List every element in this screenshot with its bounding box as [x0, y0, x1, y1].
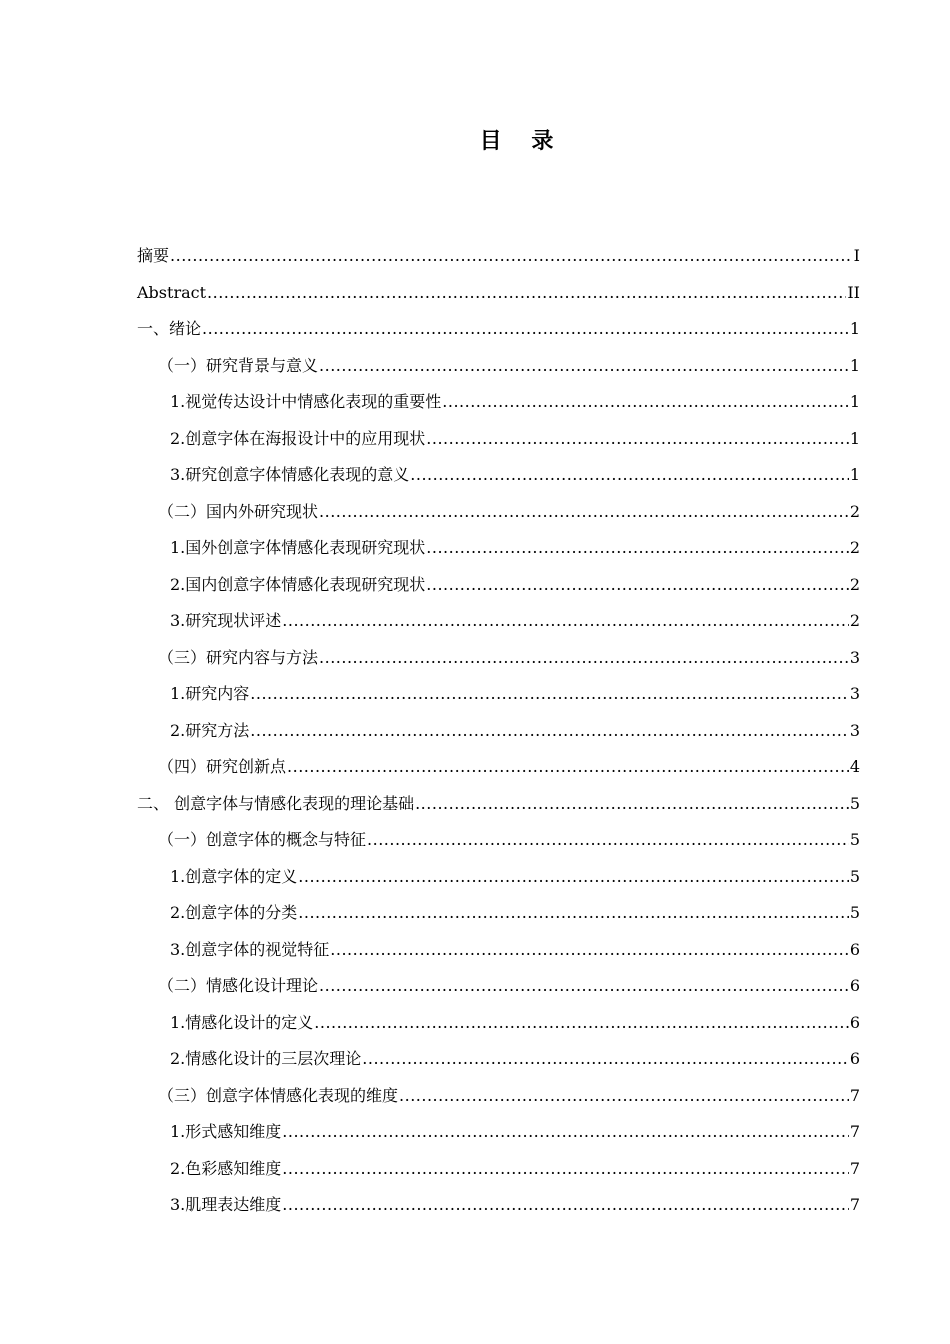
- toc-page-number: I: [853, 246, 860, 265]
- toc-entry[interactable]: [137, 388, 860, 425]
- toc-entry-title: （一）研究背景与意义: [158, 355, 319, 375]
- toc-dot-leader: [170, 242, 853, 270]
- toc-dot-leader: [207, 279, 846, 307]
- toc-entry[interactable]: [137, 425, 860, 462]
- toc-page-number: 3: [849, 720, 860, 740]
- toc-dot-leader: [319, 352, 849, 380]
- toc-entry[interactable]: [137, 571, 860, 608]
- toc-entry[interactable]: [137, 863, 860, 900]
- toc-page-number: 7: [849, 1122, 860, 1141]
- toc-dot-leader: [298, 899, 849, 927]
- toc-dot-leader: [282, 1191, 849, 1219]
- toc-entry[interactable]: [137, 315, 860, 352]
- toc-entry[interactable]: [137, 753, 860, 790]
- toc-page-number: 2: [849, 574, 860, 594]
- toc-dot-leader: [442, 388, 849, 416]
- toc-entry-title: （一）创意字体的概念与特征: [158, 830, 367, 849]
- toc-dot-leader: [282, 1155, 849, 1183]
- toc-entry[interactable]: [137, 790, 860, 827]
- toc-entry-title: 2.创意字体在海报设计中的应用现状: [170, 428, 426, 448]
- toc-entry-title: 二、 创意字体与情感化表现的理论基础: [137, 793, 415, 813]
- toc-entry[interactable]: [137, 972, 860, 1009]
- toc-entry-title: （二）国内外研究现状: [158, 501, 319, 521]
- toc-entry-title: 1.视觉传达设计中情感化表现的重要性: [170, 392, 442, 411]
- toc-dot-leader: [287, 753, 849, 781]
- toc-entry-title: 1.国外创意字体情感化表现研究现状: [170, 538, 426, 557]
- toc-dot-leader: [330, 936, 849, 964]
- toc-page-number: 1: [849, 355, 860, 375]
- toc-entry-title: 2.研究方法: [170, 720, 250, 740]
- toc-entry[interactable]: [137, 1155, 860, 1192]
- toc-dot-leader: [282, 607, 849, 635]
- toc-entry[interactable]: [137, 352, 860, 389]
- toc-entry-title: 一、绪论: [137, 319, 202, 338]
- toc-entry-title: 2.国内创意字体情感化表现研究现状: [170, 574, 426, 594]
- toc-entry-title: 1.形式感知维度: [170, 1122, 282, 1141]
- toc-entry-title: 2.创意字体的分类: [170, 903, 298, 922]
- toc-page-number: 2: [849, 538, 860, 557]
- toc-entry[interactable]: [137, 607, 860, 644]
- toc-page-number: 7: [849, 1158, 860, 1178]
- toc-page-number: 5: [849, 866, 860, 886]
- toc-entry[interactable]: [137, 534, 860, 571]
- toc-page-number: 5: [849, 830, 860, 849]
- toc-entry-title: 摘要: [137, 246, 170, 265]
- toc-dot-leader: [426, 571, 849, 599]
- toc-entry[interactable]: [137, 1191, 860, 1228]
- toc-dot-leader: [399, 1082, 849, 1110]
- toc-page-number: 6: [849, 1049, 860, 1068]
- toc-entry[interactable]: [137, 1118, 860, 1155]
- table-of-contents: [137, 242, 860, 1228]
- toc-entry[interactable]: [137, 498, 860, 535]
- toc-dot-leader: [362, 1045, 849, 1073]
- toc-dot-leader: [426, 534, 849, 562]
- toc-page-number: 1: [849, 428, 860, 448]
- toc-page-number: 5: [849, 903, 860, 922]
- toc-entry-title: （二）情感化设计理论: [158, 976, 319, 995]
- toc-entry-title: 3.创意字体的视觉特征: [170, 939, 330, 959]
- toc-dot-leader: [410, 461, 849, 489]
- toc-entry-title: （四）研究创新点: [158, 757, 287, 776]
- toc-page-number: 4: [849, 757, 860, 776]
- toc-entry[interactable]: [137, 644, 860, 681]
- toc-entry-title: 2.情感化设计的三层次理论: [170, 1049, 362, 1068]
- toc-entry[interactable]: [137, 461, 860, 498]
- toc-page-number: 7: [849, 1085, 860, 1105]
- toc-page-number: 2: [849, 501, 860, 521]
- toc-dot-leader: [250, 680, 849, 708]
- toc-dot-leader: [314, 1009, 849, 1037]
- toc-dot-leader: [367, 826, 849, 854]
- toc-entry[interactable]: [137, 826, 860, 863]
- toc-entry[interactable]: [137, 680, 860, 717]
- toc-entry[interactable]: [137, 1009, 860, 1046]
- toc-page-number: 6: [849, 1012, 860, 1032]
- toc-entry-title: 1.创意字体的定义: [170, 866, 298, 886]
- toc-entry-title: Abstract: [137, 282, 207, 302]
- toc-entry[interactable]: [137, 899, 860, 936]
- toc-entry[interactable]: [137, 1045, 860, 1082]
- toc-dot-leader: [282, 1118, 849, 1146]
- toc-dot-leader: [202, 315, 849, 343]
- toc-page-number: 2: [849, 611, 860, 630]
- toc-page-number: 6: [849, 939, 860, 959]
- toc-entry-title: 1.情感化设计的定义: [170, 1012, 314, 1032]
- toc-dot-leader: [319, 498, 849, 526]
- toc-entry[interactable]: [137, 279, 860, 316]
- toc-dot-leader: [415, 790, 849, 818]
- toc-page-number: 7: [849, 1195, 860, 1214]
- toc-page-number: 1: [849, 319, 860, 338]
- toc-entry-title: 3.肌理表达维度: [170, 1195, 282, 1214]
- toc-page-number: 3: [849, 684, 860, 703]
- toc-entry-title: 3.研究创意字体情感化表现的意义: [170, 465, 410, 484]
- toc-dot-leader: [426, 425, 849, 453]
- toc-entry-title: 1.研究内容: [170, 684, 250, 703]
- toc-page-number: 6: [849, 976, 860, 995]
- page-title: 目 录: [479, 129, 565, 154]
- toc-entry[interactable]: [137, 936, 860, 973]
- toc-entry[interactable]: [137, 242, 860, 279]
- toc-page-number: 5: [849, 793, 860, 813]
- toc-page-number: 1: [849, 465, 860, 484]
- toc-dot-leader: [298, 863, 849, 891]
- toc-dot-leader: [250, 717, 849, 745]
- toc-entry[interactable]: [137, 717, 860, 754]
- toc-page-number: II: [847, 282, 860, 302]
- toc-page-number: 1: [849, 392, 860, 411]
- toc-entry-title: （三）创意字体情感化表现的维度: [158, 1085, 399, 1105]
- toc-entry-title: 3.研究现状评述: [170, 611, 282, 630]
- toc-dot-leader: [319, 644, 849, 672]
- toc-entry-title: （三）研究内容与方法: [158, 647, 319, 667]
- toc-page-number: 3: [849, 647, 860, 667]
- toc-dot-leader: [319, 972, 849, 1000]
- toc-entry-title: 2.色彩感知维度: [170, 1158, 282, 1178]
- toc-entry[interactable]: [137, 1082, 860, 1119]
